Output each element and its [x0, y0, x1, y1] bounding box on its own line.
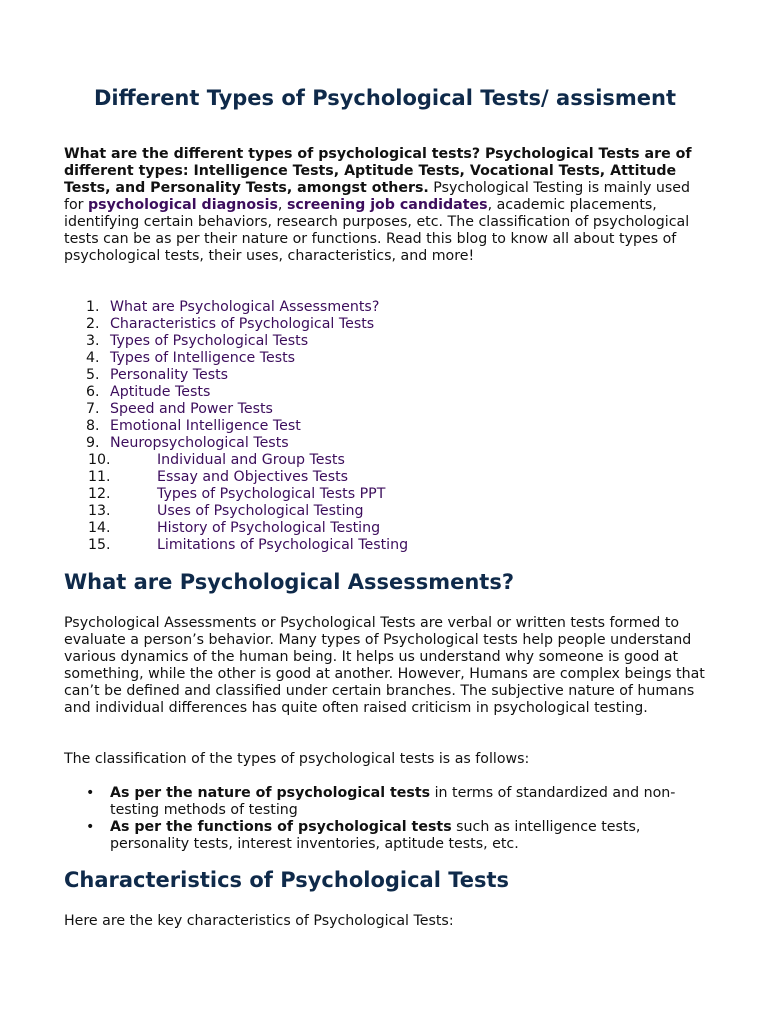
toc-link[interactable]: Limitations of Psychological Testing — [157, 537, 409, 553]
toc-link[interactable]: Personality Tests — [110, 367, 229, 383]
toc-item — [64, 333, 714, 350]
toc-item — [64, 350, 714, 367]
toc-item — [64, 520, 714, 537]
intro-bold-text: What are the different types of psychological tests? Psychological Tests are of different types: Intelligence Tests, Aptitude Tests, Vocational Tests, Attitude Tests, and Personality Tests, amongst others. — [64, 146, 692, 196]
list-item — [64, 785, 714, 819]
toc-link[interactable]: History of Psychological Testing — [157, 520, 381, 536]
toc-number: 4. — [86, 350, 100, 366]
toc-number: 12. — [88, 486, 111, 502]
bullet-text: in terms of standardized and non-testing methods of testing — [110, 785, 676, 818]
toc-item — [64, 469, 714, 486]
link-psychological-diagnosis[interactable]: psychological diagnosis — [88, 197, 278, 213]
toc-link[interactable]: Speed and Power Tests — [110, 401, 273, 417]
table-of-contents — [64, 299, 714, 554]
bullet-bold-text: As per the functions of psychological tests — [110, 819, 452, 835]
intro-text-after-links: , academic placements, identifying certain behaviors, research purposes, etc. The classification of psychological tests can be as per their nature or functions. Read this blog to know all about types of psychological tests, their uses, characteristics, and more! — [64, 197, 690, 264]
toc-number: 13. — [88, 503, 111, 519]
assessments-paragraph: Psychological Assessments or Psychological Tests are verbal or written tests formed to evaluate a person’s behavior. Many types of Psychological tests help people understand various dynamics of the human being. It helps us understand why someone is good at something, while the other is good at another. However, Humans are complex beings that can’t be defined and classified under certain branches. The subjective nature of humans and individual differences has quite often raised criticism in psychological testing. — [64, 615, 705, 716]
toc-link[interactable]: Types of Intelligence Tests — [110, 350, 296, 366]
toc-item — [64, 435, 714, 452]
link-screening-job-candidates[interactable]: screening job candidates — [286, 197, 488, 213]
section-heading-assessments: What are Psychological Assessments? — [64, 570, 515, 594]
toc-number: 8. — [86, 418, 100, 434]
intro-text-before-links: Psychological Testing is mainly used for — [64, 180, 691, 213]
toc-link[interactable]: Neuropsychological Tests — [110, 435, 289, 451]
toc-link[interactable]: Uses of Psychological Testing — [157, 503, 364, 519]
toc-number: 10. — [88, 452, 111, 468]
bullet-text: such as intelligence tests, personality tests, interest inventories, aptitude tests, etc. — [110, 819, 641, 852]
toc-item — [64, 503, 714, 520]
toc-number: 6. — [86, 384, 100, 400]
toc-number: 14. — [88, 520, 111, 536]
section-heading-characteristics: Characteristics of Psychological Tests — [64, 868, 510, 892]
toc-link[interactable]: Individual and Group Tests — [157, 452, 345, 468]
toc-number: 5. — [86, 367, 100, 383]
bullet-icon: • — [86, 785, 95, 801]
toc-item — [64, 452, 714, 469]
toc-link[interactable]: Types of Psychological Tests — [110, 333, 309, 349]
toc-item — [64, 401, 714, 418]
intro-paragraph — [64, 146, 714, 265]
toc-item — [64, 418, 714, 435]
toc-link[interactable]: Emotional Intelligence Test — [110, 418, 301, 434]
toc-number: 2. — [86, 316, 100, 332]
toc-item — [64, 299, 714, 316]
characteristics-paragraph: Here are the key characteristics of Psychological Tests: — [64, 913, 454, 929]
toc-link[interactable]: Essay and Objectives Tests — [157, 469, 349, 485]
intro-link-separator: , — [277, 197, 287, 213]
toc-item — [64, 486, 714, 503]
toc-number: 9. — [86, 435, 100, 451]
toc-item — [64, 384, 714, 401]
toc-number: 11. — [88, 469, 111, 485]
toc-number: 3. — [86, 333, 100, 349]
toc-number: 1. — [86, 299, 100, 315]
toc-item — [64, 316, 714, 333]
toc-link[interactable]: What are Psychological Assessments? — [110, 299, 380, 315]
toc-link[interactable]: Characteristics of Psychological Tests — [110, 316, 375, 332]
toc-item — [64, 367, 714, 384]
toc-item — [64, 537, 714, 554]
bullet-icon: • — [86, 819, 95, 835]
classification-paragraph: The classification of the types of psychological tests is as follows: — [64, 751, 530, 767]
classification-list — [64, 785, 714, 853]
document-title: Different Types of Psychological Tests/ assisment — [93, 86, 677, 110]
bullet-bold-text: As per the nature of psychological tests — [110, 785, 431, 801]
toc-number: 7. — [86, 401, 100, 417]
toc-number: 15. — [88, 537, 111, 553]
toc-link[interactable]: Types of Psychological Tests PPT — [157, 486, 386, 502]
toc-link[interactable]: Aptitude Tests — [110, 384, 211, 400]
list-item — [64, 819, 714, 853]
